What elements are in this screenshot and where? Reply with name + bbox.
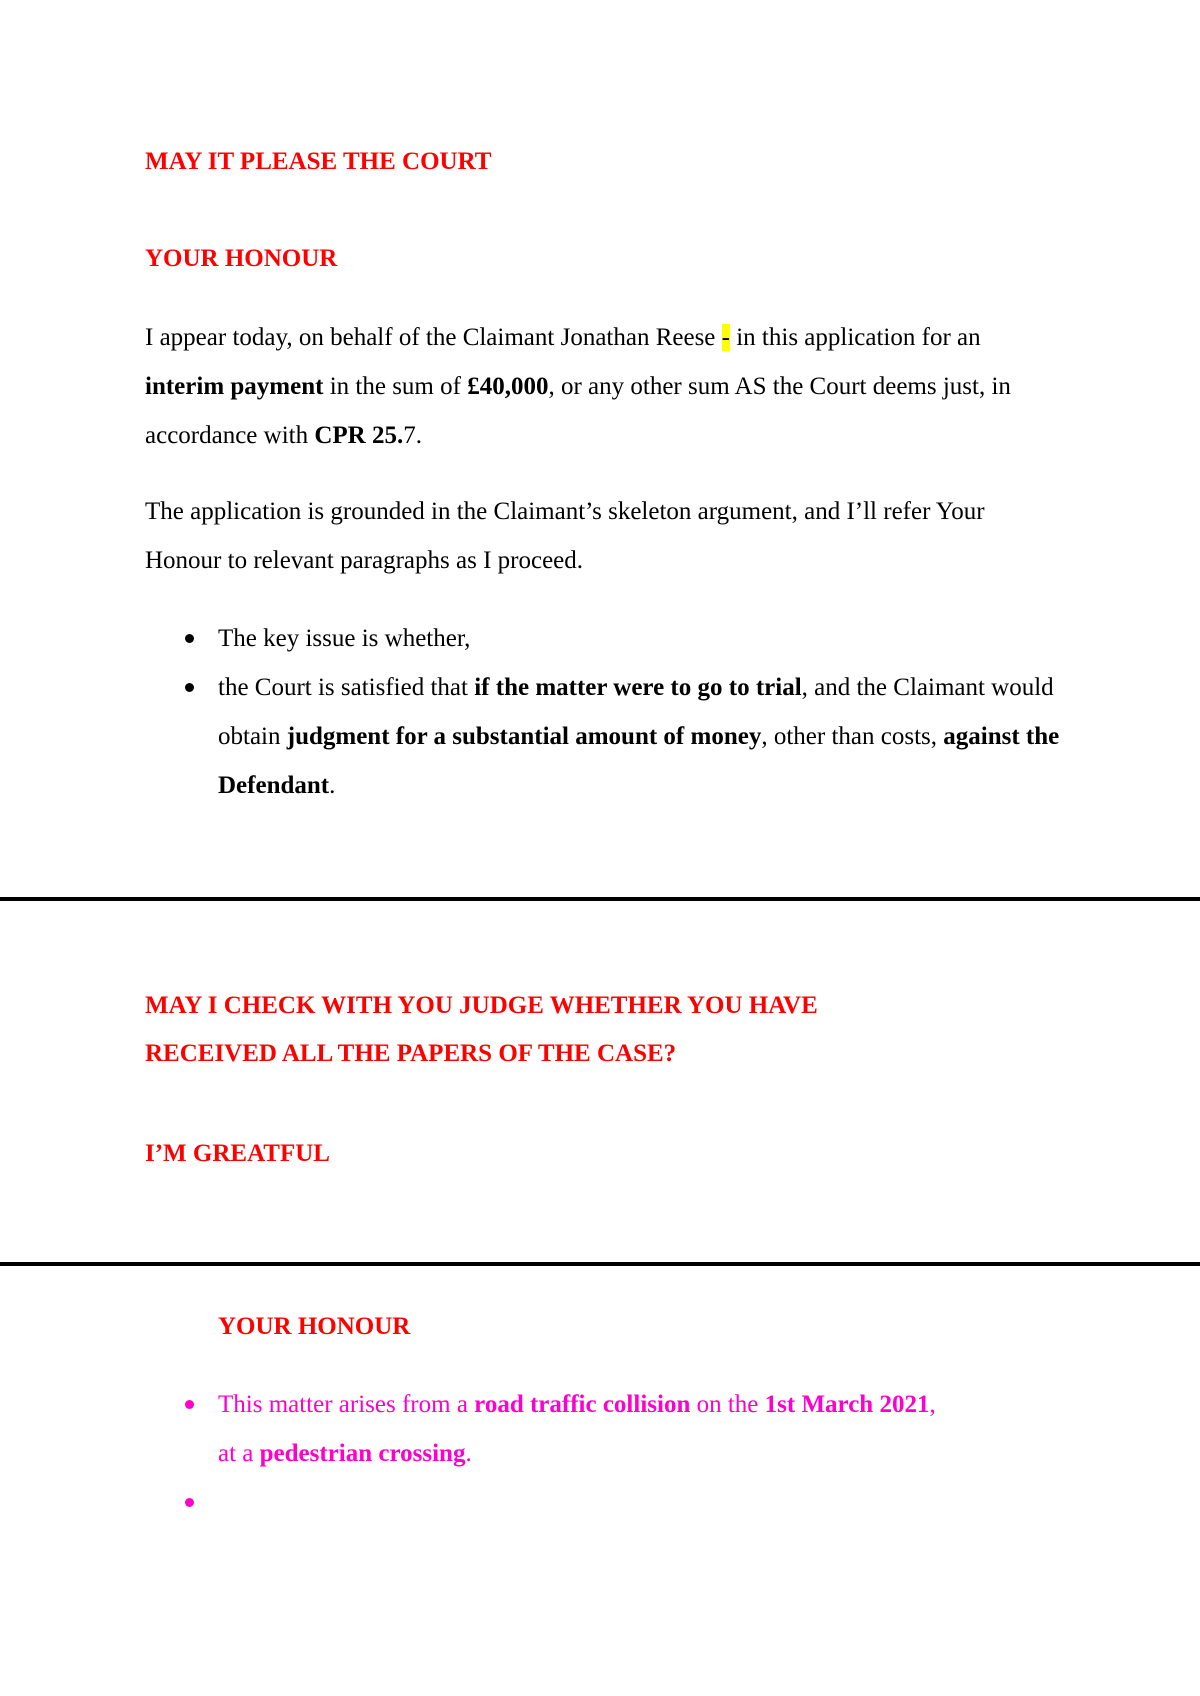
bold-defendant: against the Defendant — [218, 723, 1060, 799]
highlighted-dash: - — [721, 324, 730, 351]
bullet-icon — [185, 1498, 194, 1507]
bold-crossing: pedestrian crossing — [259, 1440, 466, 1467]
divider-1 — [0, 897, 1200, 901]
list-item-empty — [145, 1478, 1065, 1527]
heading-may-it-please: MAY IT PLEASE THE COURT — [145, 148, 492, 175]
question-line-1: MAY I CHECK WITH YOU JUDGE WHETHER YOU HAVE — [145, 992, 818, 1019]
bold-interim-payment: interim payment — [145, 373, 324, 400]
text: in this application for an — [729, 324, 981, 351]
bold-cpr: CPR 25. — [314, 422, 404, 449]
list-item — [145, 1380, 1065, 1478]
facts-list — [145, 1380, 1065, 1527]
heading-your-honour-1: YOUR HONOUR — [145, 245, 338, 272]
text: at a — [218, 1440, 260, 1467]
text: I appear today, on behalf of the Claimant Jonathan Reese — [145, 324, 722, 351]
bullet-icon — [185, 634, 194, 643]
bold-trial: if the matter were to go to trial — [474, 674, 802, 701]
text: on the — [690, 1391, 765, 1418]
text: , and the Claimant would obtain — [218, 674, 1054, 750]
text: . — [465, 1440, 472, 1467]
key-issue-list — [145, 614, 1065, 810]
text: . — [329, 772, 336, 799]
text: in the sum of — [323, 373, 468, 400]
text: , or any other sum AS the Court deems just, in accordance with — [145, 373, 1011, 449]
text: This matter arises from a — [218, 1391, 475, 1418]
list-item-text: The key issue is whether, — [218, 625, 471, 652]
divider-2 — [0, 1262, 1200, 1266]
paragraph-appearance — [145, 313, 1055, 460]
heading-your-honour-2: YOUR HONOUR — [218, 1313, 411, 1340]
list-item — [145, 663, 1065, 810]
bullet-icon — [185, 683, 194, 692]
text: , other than costs, — [761, 723, 944, 750]
text: the Court is satisfied that — [218, 674, 475, 701]
heading-greatful: I’M GREATFUL — [145, 1140, 330, 1167]
bold-date: 1st March 2021 — [764, 1391, 930, 1418]
question-line-2: RECEIVED ALL THE PAPERS OF THE CASE? — [145, 1040, 677, 1067]
paragraph-skeleton-argument: The application is grounded in the Claimant’s skeleton argument, and I’ll refer Your Honour to relevant paragraphs as I proceed. — [145, 498, 985, 574]
text: 7. — [403, 422, 422, 449]
bold-amount: £40,000 — [467, 373, 549, 400]
bold-judgment: judgment for a substantial amount of money — [286, 723, 762, 750]
text: , — [929, 1391, 936, 1418]
list-item — [145, 614, 1065, 663]
bullet-icon — [185, 1400, 194, 1409]
bold-collision: road traffic collision — [474, 1391, 691, 1418]
